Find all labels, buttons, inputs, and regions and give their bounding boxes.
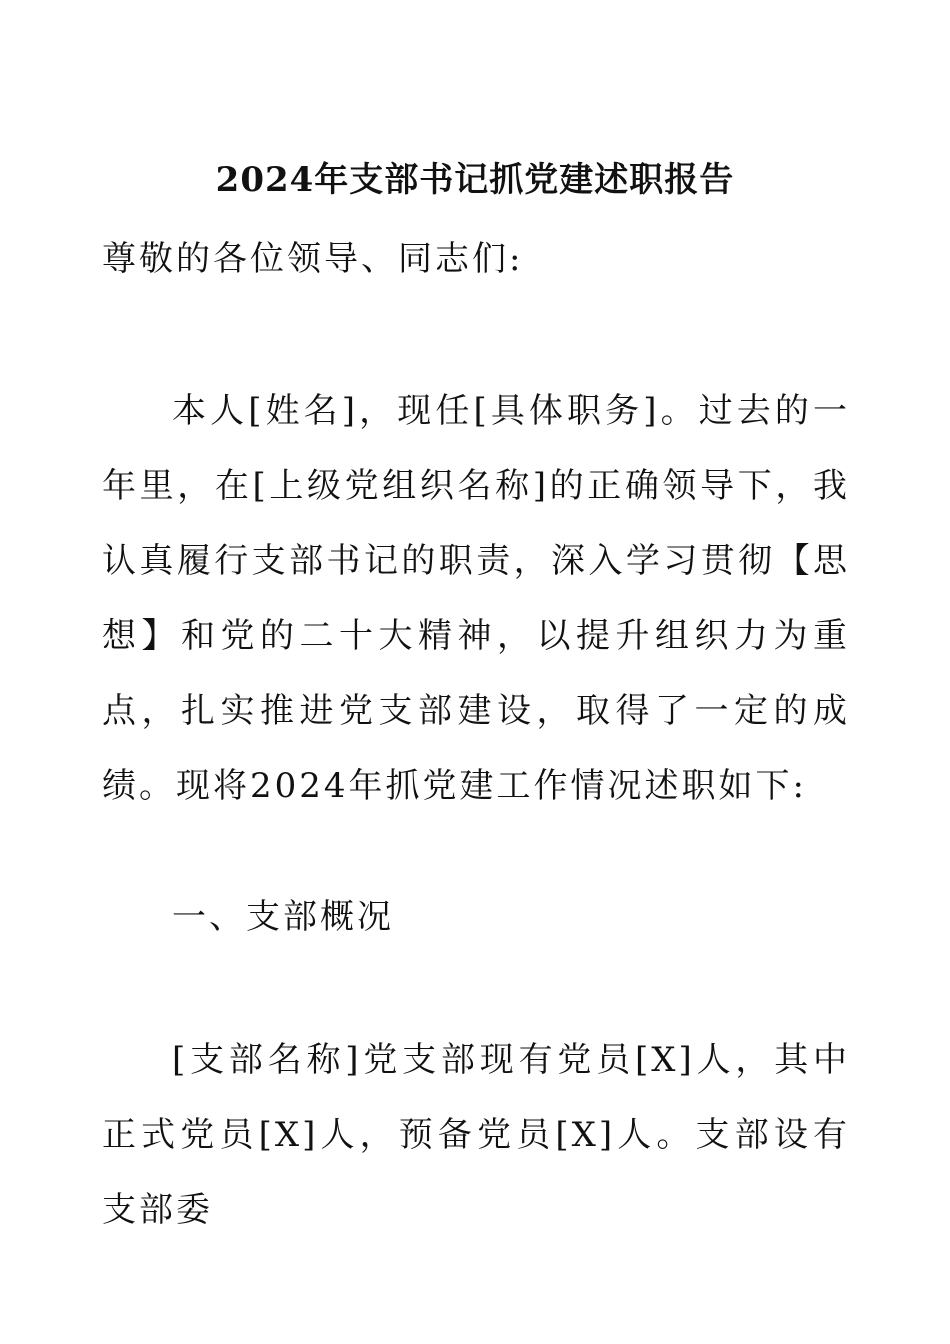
section-heading: 一、支部概况	[172, 897, 394, 937]
paragraph-intro: 本人[姓名]，现任[具体职务]。过去的一年里，在[上级党组织名称]的正确领导下，我认真履行支部书记的职责，深入学习贯彻【思想】和党的二十大精神，以提升组织力为重点，扎实推进党支部建设，取得了一定的成绩。现将2024年抓党建工作情况述职如下:	[102, 391, 850, 806]
salutation: 尊敬的各位领导、同志们:	[102, 239, 524, 279]
document-title: 2024年支部书记抓党建述职报告	[215, 160, 735, 200]
paragraph-branch-overview: [支部名称]党支部现有党员[X]人，其中正式党员[X]人，预备党员[X]人。支部设有支部委	[102, 1040, 850, 1230]
